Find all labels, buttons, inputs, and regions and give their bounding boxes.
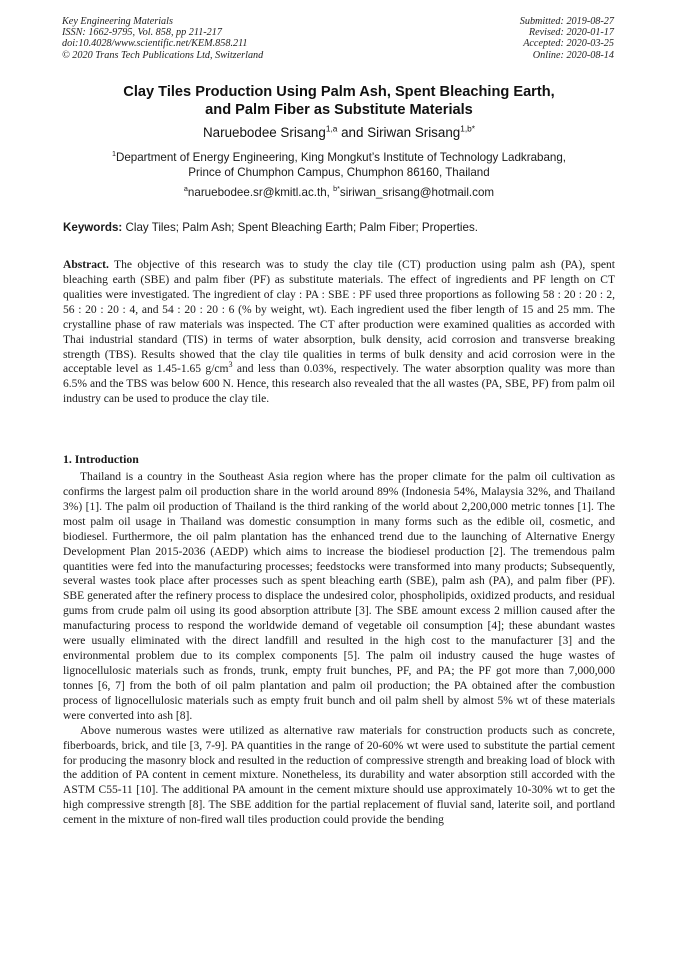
- email-a: naruebodee.sr@kmitl.ac.th,: [187, 186, 334, 199]
- affiliation-line-1: Department of Energy Engineering, King Mongkut’s Institute of Technology Ladkrabang,: [115, 151, 567, 164]
- date-accepted: Accepted: 2020-03-25: [523, 38, 614, 50]
- abstract-label: Abstract.: [63, 259, 109, 271]
- publication-dates: [520, 16, 614, 61]
- title-line-2: and Palm Fiber as Substitute Materials: [205, 101, 473, 118]
- introduction-body: [63, 470, 615, 828]
- journal-doi: doi:10.4028/www.scientific.net/KEM.858.211: [62, 38, 248, 50]
- date-online: Online: 2020-08-14: [532, 49, 614, 61]
- author-emails: [40, 186, 638, 200]
- affiliation-line-2: Prince of Chumphon Campus, Chumphon 86160, Thailand: [188, 166, 490, 180]
- keywords-label: Keywords:: [63, 221, 123, 234]
- journal-header: [62, 16, 263, 61]
- author-2: Siriwan Srisang: [367, 125, 461, 140]
- abstract-superscript: 3: [228, 360, 233, 370]
- affiliation-marker: 1: [111, 149, 116, 159]
- email-b-marker: b*: [333, 184, 340, 194]
- email-a-marker: a: [183, 184, 188, 194]
- keywords-text: Clay Tiles; Palm Ash; Spent Bleaching Earth; Palm Fiber; Properties.: [122, 221, 478, 234]
- author-conjunction: and: [337, 125, 368, 140]
- section-heading-introduction: 1. Introduction: [63, 452, 139, 466]
- author-list: [40, 125, 638, 141]
- intro-paragraph-2: Above numerous wastes were utilized as alternative raw materials for construction products such as concrete, fiberboards, brick, and tile [3, 7-9]. PA quantities in the range of 20-60% wt were used to substitute the partial cement for producing the masonry block and resulted in the reduction of compressive strength and breaking load of block with the addition of PA content in cement mixture. Nonetheless, its durability and water absorption still accorded with the ASTM C55-11 [10]. The additional PA amount in the cement mixture should use approximately 10-30% wt to get the high compressive strength [8]. The SBE addition for the partial replacement of fluvial sand, laterite soil, and portland cement in the mixture of non-fired wall tiles production could provide the bending: [63, 724, 615, 827]
- journal-name: Key Engineering Materials: [62, 16, 173, 27]
- journal-issn: ISSN: 1662-9795, Vol. 858, pp 211-217: [62, 27, 222, 39]
- abstract-text-2: and less than 0.03%, respectively. The water absorption quality was more than 6.5% and the TBS was below 600 N. Hence, this research also revealed that the all wastes (PA, SBE, PF) from palm oil industry can be used to produce the clay tile.: [63, 363, 615, 406]
- title-line-1: Clay Tiles Production Using Palm Ash, Spent Bleaching Earth,: [123, 84, 555, 100]
- author-2-marker: 1,b*: [460, 123, 475, 134]
- intro-paragraph-1: Thailand is a country in the Southeast Asia region where has the proper climate for the palm oil cultivation as confirms the largest palm oil production share in the world around 89% (Indonesia 54%, Malaysia 32%, and Thailand 3%) [1]. The palm oil production of Thailand is the third ranking of the world about 2,200,000 metric tonnes [1]. The most palm oil usage in Thailand was domestic consumption in many forms such as the edible oil, cosmetic, and biodiesel. Furthermore, the oil palm plantation has the enhanced trend due to the launching of Alternative Energy Development Plan 2015-2036 (AEDP) which aims to increase the biodiesel production [2]. The tremendous palm quantities were fed into the manufacturing processes; feedstocks were transformed into many products; Subsequently, several wastes took place after processes such as spent bleaching earth (SBE), palm ash (PA), and palm fiber (PF). SBE generated after the refinery process to displace the undesired color, phospholipids, oxidized products, and residual gums from crude palm oil using its good absorption attribute [3]. The SBE amount excess 2 million caused after the manufacturing process to respond the worldwide demand of vegetable oil consumption [4]; these abundant wastes were usually eliminated with the direct landfill and resulted in the high cost to the manufacturer [3] and the environmental problem due to its complex components [5]. The palm oil industry caused the huge wastes of lignocellulosic materials such as fronds, trunk, empty fruit bunches, PF, and PA; the PF got more than 7,000,000 tonnes [6, 7] from the both of oil palm plantation and palm oil production; the PA obtained after the combustion process of lignocellulosic materials such as empty fruit bunch and oil palm shell by almost 5% wt of these materials were converted into ash [8].: [63, 471, 615, 722]
- paper-title: [40, 84, 638, 119]
- date-submitted: Submitted: 2019-08-27: [519, 16, 614, 27]
- journal-copyright: © 2020 Trans Tech Publications Ltd, Switzerland: [62, 49, 264, 61]
- abstract: [63, 258, 615, 407]
- author-1-marker: 1,a: [325, 123, 338, 134]
- author-1: Naruebodee Srisang: [203, 125, 326, 140]
- abstract-text-1: The objective of this research was to study the clay tile (CT) production using palm ash (PA), spent bleaching earth (SBE) and palm fiber (PF) as substitute materials. The effect of ingredients and PF length on CT qualities were investigated. The ingredient of clay : PA : SBE : PF used three proportions as following 58 : 20 : 20 : 2, 56 : 20 : 20 : 4, and 54 : 20 : 20 : 6 (% by weight, wt). Each ingredient used the fiber length of 15 and 25 mm. The crystalline phase of raw materials was inspected. The CT after production were examined qualities as accorded with Thai industrial standard (TIS) in terms of water absorption, bulk density, acid corrosion and transverse breaking strength (TBS). Results showed that the clay tile qualities in terms of bulk density and acid corrosion were in the acceptable level as 1.45-1.65 g/cm: [63, 259, 615, 376]
- affiliation: [40, 150, 638, 181]
- keywords: [63, 221, 615, 235]
- email-b: siriwan_srisang@hotmail.com: [339, 186, 495, 199]
- date-revised: Revised: 2020-01-17: [528, 27, 614, 39]
